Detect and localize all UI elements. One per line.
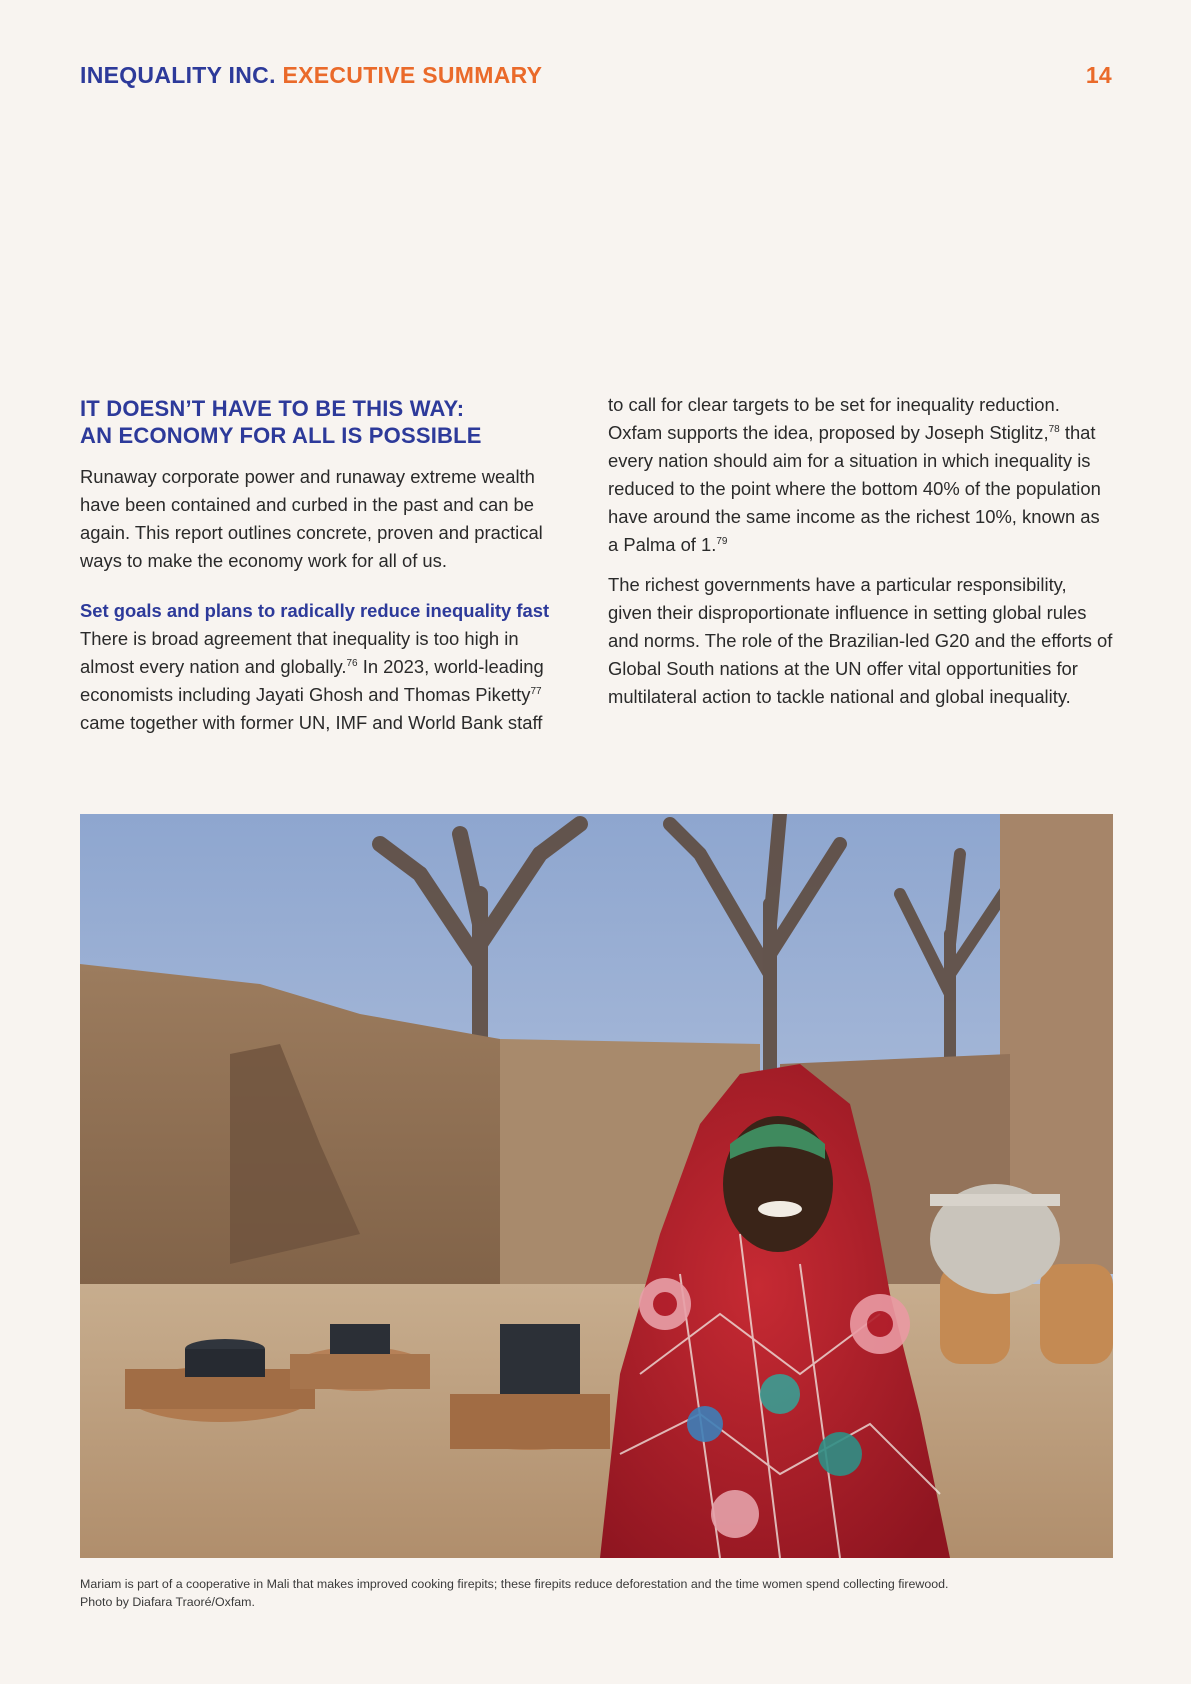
caption-text: Mariam is part of a cooperative in Mali that makes improved cooking firepits; these firepits reduce deforestation and the time women spend collecting firewood. (80, 1577, 949, 1591)
photo-credit: Photo by Diafara Traoré/Oxfam. (80, 1595, 255, 1609)
report-title: INEQUALITY INC. (80, 62, 276, 88)
paragraph-targets: to call for clear targets to be set for inequality reduction. Oxfam supports the idea, proposed by Joseph Stiglitz,$^{78}$ that every nation should aim for a situation in which inequality is reduced to the point where the bottom 40% of the population have around the same income as the richest 10%, known as a Palma of 1.79 (608, 394, 1101, 555)
page-number: 14 (1085, 62, 1112, 88)
paragraph-responsibility: The richest governments have a particular responsibility, given their disproportionate influence in setting global rules and norms. The role of the Brazilian-led G20 and the efforts of Global South nations at the UN offer vital opportunities for multilateral action to tackle national and global inequality. (608, 574, 1113, 707)
paragraph-broad-agreement: There is broad agreement that inequality is too high in almost every nation and globally.$^{76}$ In 2023, world-leading economists including Jayati Ghosh and Thomas Piketty$^{77}$ came together with former UN, IMF and World Bank staff (80, 628, 544, 733)
footnote-ref-78: 78 (1048, 423, 1060, 435)
footnote-ref-79: 79 (716, 535, 728, 547)
subheading: Set goals and plans to radically reduce inequality fast (80, 600, 550, 621)
heading-line-2: AN ECONOMY FOR ALL IS POSSIBLE (80, 423, 482, 448)
section-title: EXECUTIVE SUMMARY (282, 62, 543, 88)
photo-caption (80, 1575, 1113, 1611)
heading-line-1: IT DOESN’T HAVE TO BE THIS WAY: (80, 396, 465, 421)
photo-mariam (80, 814, 1113, 1558)
section-heading (80, 395, 570, 449)
right-column (608, 391, 1113, 711)
footnote-ref-77: 77 (530, 685, 542, 697)
intro-paragraph: Runaway corporate power and runaway extreme wealth have been contained and curbed in the past and can be again. This report outlines concrete, proven and practical ways to make the economy work for all of us. (80, 466, 543, 571)
page-header (80, 62, 1112, 89)
left-column (80, 393, 570, 737)
footnote-ref-76: 76 (346, 657, 358, 669)
